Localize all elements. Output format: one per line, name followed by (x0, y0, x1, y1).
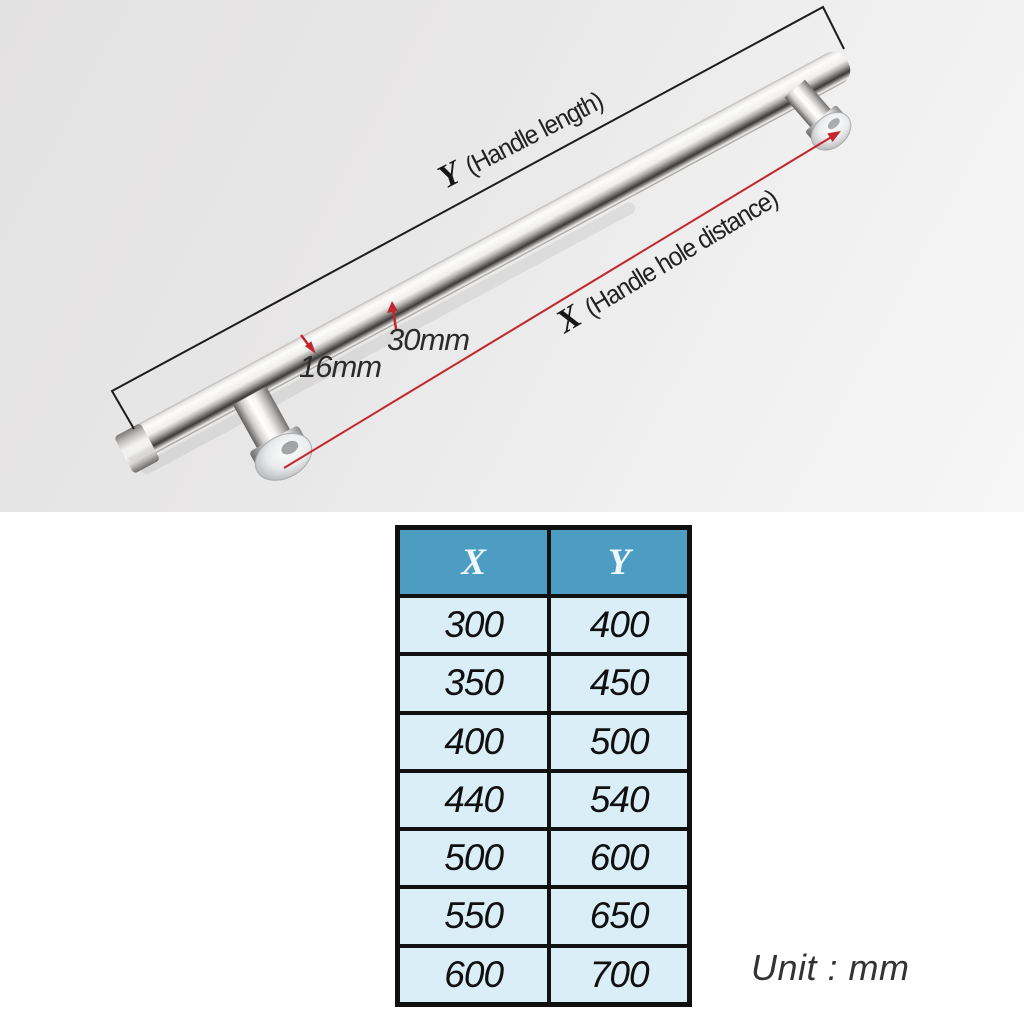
table-row (398, 771, 690, 829)
cell-x: 600 (398, 946, 550, 1005)
cell-y: 450 (549, 654, 689, 712)
cell-x: 500 (398, 829, 550, 887)
unit-note: Unit : mm (751, 947, 910, 988)
post-diameter-label: 16mm (299, 349, 382, 384)
cell-y: 650 (549, 887, 689, 945)
table-row (398, 596, 690, 654)
dimension-line-x (284, 133, 838, 468)
table-row (398, 713, 690, 771)
cell-y: 700 (549, 946, 689, 1005)
cell-x: 300 (398, 596, 550, 654)
column-header-y: Y (549, 528, 689, 597)
dimension-y-caption: (Handle length) (460, 85, 608, 181)
table-row (398, 946, 690, 1005)
dimension-x-symbol: X (550, 298, 588, 341)
column-header-x: X (398, 528, 550, 597)
cell-x: 400 (398, 713, 550, 771)
cell-x: 440 (398, 771, 550, 829)
table-row (398, 829, 690, 887)
bar-diameter-label: 30mm (387, 322, 470, 357)
table-row (398, 654, 690, 712)
cell-x: 350 (398, 654, 550, 712)
size-spec-table (395, 525, 692, 1007)
cell-y: 540 (549, 771, 689, 829)
cell-y: 600 (549, 829, 689, 887)
table-row (398, 887, 690, 945)
table-header-row (398, 528, 690, 597)
cell-y: 500 (549, 713, 689, 771)
dimension-y-symbol: Y (432, 154, 467, 197)
cell-x: 550 (398, 887, 550, 945)
handle-bar (114, 46, 859, 474)
dimension-x-caption: (Handle hole distance) (579, 183, 783, 323)
cell-y: 400 (549, 596, 689, 654)
